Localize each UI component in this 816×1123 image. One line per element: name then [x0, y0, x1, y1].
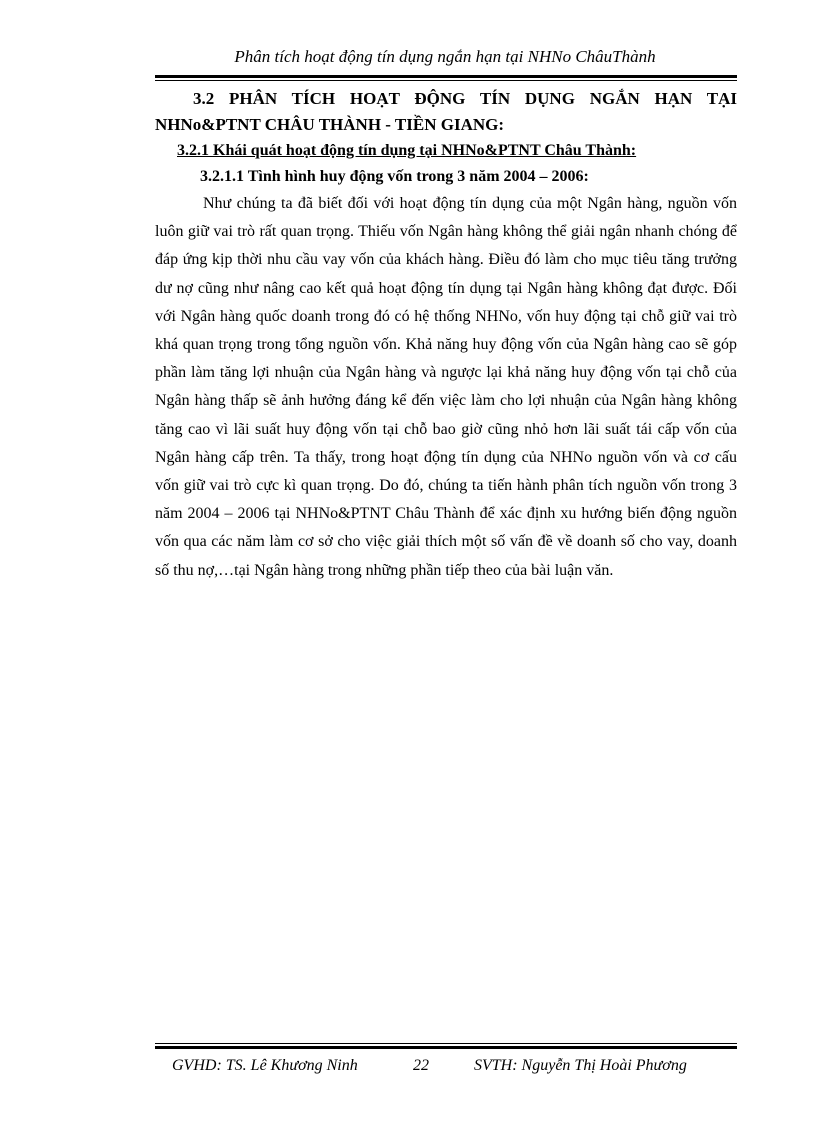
footer-page-number: 22: [413, 1057, 429, 1074]
header-rule-thin: [155, 80, 737, 81]
subsection-heading: 3.2.1 Khái quát hoạt động tín dụng tại NHNo&PTNT Châu Thành:: [177, 142, 637, 159]
footer-rule: [155, 1043, 737, 1049]
running-header: Phân tích hoạt động tín dụng ngắn hạn tại NHNo ChâuThành: [234, 47, 656, 66]
section-heading-line-2: NHNo&PTNT CHÂU THÀNH - TIỀN GIANG:: [155, 115, 505, 134]
section-heading: [155, 86, 737, 138]
header-rule: [155, 75, 737, 81]
page-body: [155, 86, 737, 585]
section-heading-line-1: 3.2 PHÂN TÍCH HOẠT ĐỘNG TÍN DỤNG NGẮN HẠN TẠI: [193, 89, 737, 108]
footer-advisor: GVHD: TS. Lê Khương Ninh: [172, 1057, 358, 1074]
header-rule-thick: [155, 75, 737, 78]
footer-rule-thin: [155, 1043, 737, 1044]
body-paragraph: Như chúng ta đã biết đối với hoạt động tín dụng của một Ngân hàng, nguồn vốn luôn giữ vai trò rất quan trọng. Thiếu vốn Ngân hàng không thể giải ngân nhanh chóng để đáp ứng kịp thời nhu cầu vay vốn của khách hàng. Điều đó làm cho mục tiêu tăng trưởng dư nợ cũng như nâng cao kết quả hoạt động tín dụng tại Ngân hàng không đạt được. Đối với Ngân hàng quốc doanh trong đó có hệ thống NHNo, vốn huy động tại chỗ giữ vai trò khá quan trọng trong tổng nguồn vốn. Khả năng huy động vốn của Ngân hàng cao sẽ góp phần làm tăng lợi nhuận của Ngân hàng và ngược lại khả năng huy động vốn tại chỗ của Ngân hàng thấp sẽ ảnh hưởng đáng kể đến việc làm cho lợi nhuận của Ngân hàng không tăng cao vì lãi suất huy động vốn tại chỗ bao giờ cũng nhỏ hơn lãi suất tái cấp vốn của Ngân hàng cấp trên. Ta thấy, trong hoạt động tín dụng của NHNo nguồn vốn và cơ cấu vốn giữ vai trò cực kì quan trọng. Do đó, chúng ta tiến hành phân tích nguồn vốn trong 3 năm 2004 – 2006 tại NHNo&PTNT Châu Thành để xác định xu hướng biến động nguồn vốn qua các năm làm cơ sở cho việc giải thích một số vấn đề về doanh số cho vay, doanh số thu nợ,…tại Ngân hàng trong những phần tiếp theo của bài luận văn.: [155, 195, 737, 579]
subsubsection-heading: 3.2.1.1 Tình hình huy động vốn trong 3 năm 2004 – 2006:: [200, 168, 589, 185]
footer-student: SVTH: Nguyễn Thị Hoài Phương: [474, 1057, 687, 1074]
footer-rule-thick: [155, 1046, 737, 1049]
